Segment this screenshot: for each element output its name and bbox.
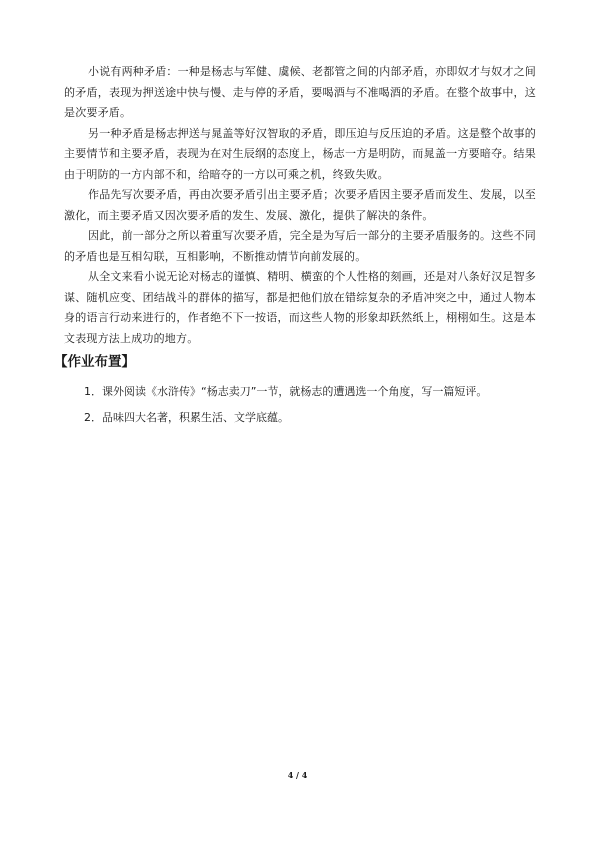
homework-item-2: 2．品味四大名著，积累生活、文学底蕴。 <box>84 411 289 424</box>
page-content <box>54 62 536 431</box>
paragraph-contradictions: 小说有两种矛盾：一种是杨志与军健、虞候、老都管之间的内部矛盾，亦即奴才与奴才之间的矛盾，表现为押送途中快与慢、走与停的矛盾，要喝酒与不准喝酒的矛盾。在整个故事中，这是次要矛盾。 <box>64 65 536 119</box>
paragraph-characterization: 从全文来看小说无论对杨志的谨慎、精明、横蛮的个人性格的刻画，还是对八条好汉足智多谋、随机应变、团结战斗的群体的描写，都是把他们放在错综复杂的矛盾冲突之中，通过人物本身的语言行动来进行的，作者绝不下一按语，而这些人物的形象却跃然纸上，栩栩如生。这是本文表现方法上成功的地方。 <box>64 270 536 345</box>
paragraph-conclusion: 因此，前一部分之所以着重写次要矛盾，完全是为写后一部分的主要矛盾服务的。这些不同的矛盾也是互相勾联，互相影响，不断推动情节向前发展的。 <box>64 229 536 263</box>
homework-list <box>64 379 536 431</box>
paragraph-structure: 作品先写次要矛盾，再由次要矛盾引出主要矛盾；次要矛盾因主要矛盾而发生、发展，以至激化，而主要矛盾又因次要矛盾的发生、发展、激化，提供了解决的条件。 <box>64 188 536 222</box>
homework-item-1: 1．课外阅读《水浒传》“杨志卖刀”一节，就杨志的遭遇选一个角度，写一篇短评。 <box>84 385 488 398</box>
page-number: 4 / 4 <box>287 770 308 780</box>
homework-heading: 【作业布置】 <box>54 354 135 370</box>
paragraph-main-contradiction: 另一种矛盾是杨志押送与晁盖等好汉智取的矛盾，即压迫与反压迫的矛盾。这是整个故事的主要情节和主要矛盾，表现为在对生辰纲的态度上，杨志一方是明防，而晁盖一方要暗夺。结果由于明防的一方内部不和，给暗夺的一方以可乘之机，终致失败。 <box>64 126 536 181</box>
